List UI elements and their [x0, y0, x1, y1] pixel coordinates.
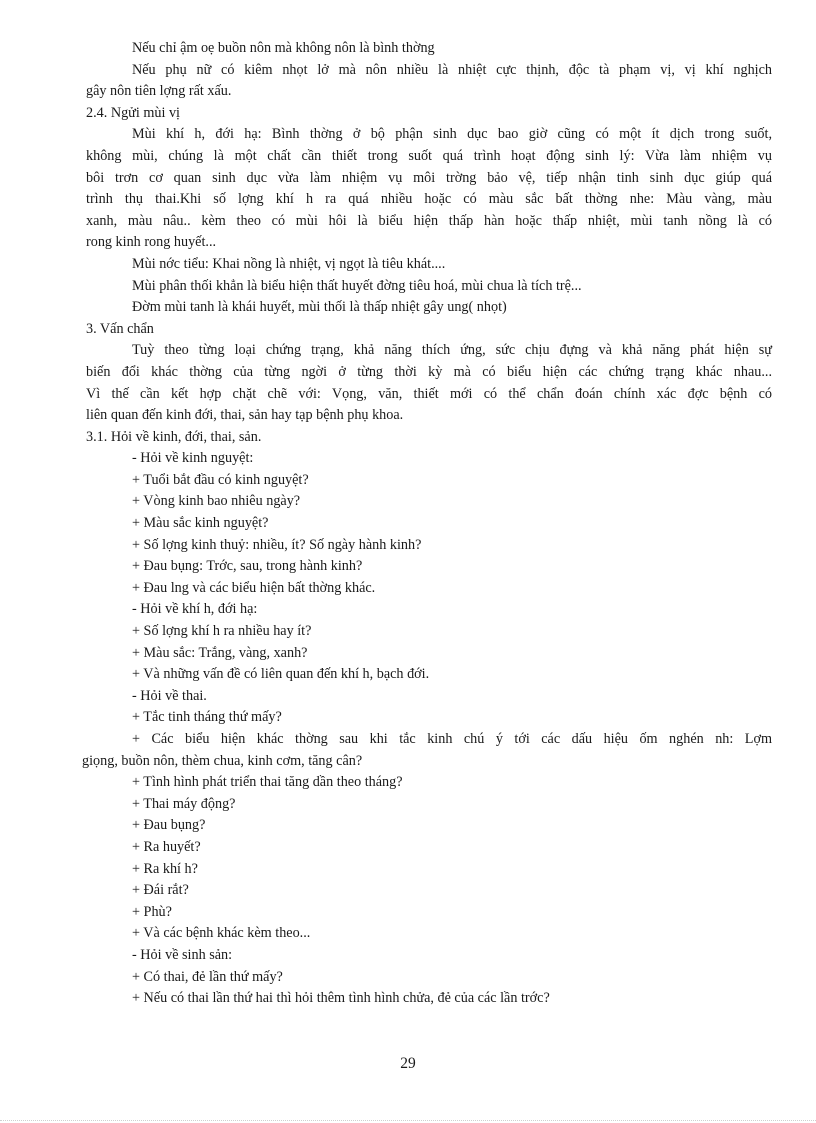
- text-line: giọng, buồn nôn, thèm chua, kinh cơm, tăng cân?: [82, 752, 363, 769]
- section-heading: 3. Vấn chẩn: [86, 320, 154, 337]
- list-item: + Và những vấn đề có liên quan đến khí h, bạch đới.: [132, 666, 430, 683]
- list-item: + Thai máy động?: [132, 795, 236, 812]
- text-line: Vì thế cần kết hợp chặt chẽ với: Vọng, văn, thiết mới có thể chẩn đoán chính xác đợc bệnh có: [86, 385, 772, 402]
- list-item: + Ra khí h?: [132, 860, 198, 877]
- list-item: + Tình hình phát triển thai tăng dần theo tháng?: [132, 774, 403, 791]
- list-item: + Có thai, đẻ lần thứ mấy?: [132, 968, 283, 985]
- section-heading: 2.4. Ngửi mùi vị: [86, 104, 180, 121]
- page-body: [82, 38, 772, 1010]
- list-heading: - Hỏi về khí h, đới hạ:: [132, 601, 258, 618]
- text-line: Đờm mùi tanh là khái huyết, mùi thối là thấp nhiệt gây ung( nhọt): [132, 299, 507, 316]
- text-line: gây nôn tiên lợng rất xấu.: [86, 83, 232, 100]
- section-heading: 3.1. Hỏi về kinh, đới, thai, sản.: [86, 428, 262, 445]
- text-line: Mùi nớc tiểu: Khai nồng là nhiệt, vị ngọt là tiêu khát....: [132, 255, 446, 272]
- list-item: + Màu sắc kinh nguyệt?: [132, 515, 269, 532]
- text-line: trình thụ thai.Khi số lợng khí h ra quá nhiều hoặc có màu sắc bất thờng nhe: Màu vàng, màu: [86, 191, 772, 208]
- list-item: + Tuổi bắt đầu có kinh nguyệt?: [132, 471, 309, 488]
- list-item: + Nếu có thai lần thứ hai thì hỏi thêm tình hình chửa, đẻ của các lần trớc?: [132, 990, 550, 1007]
- text-line: xanh, màu nâu.. kèm theo có mùi hôi là biểu hiện thấp hàn hoặc thấp nhiệt, mùi tanh nồng là có: [86, 212, 772, 229]
- page-number: 29: [400, 1055, 416, 1072]
- list-item: + Đau bụng: Trớc, sau, trong hành kinh?: [132, 558, 363, 575]
- list-item: + Đau lng và các biểu hiện bất thờng khác.: [132, 579, 376, 596]
- list-item: + Màu sắc: Trắng, vàng, xanh?: [132, 644, 308, 661]
- text-line: không mùi, chúng là một chất cần thiết trong suốt quá trình hoạt động sinh lý: Vừa làm nhiệm vụ: [86, 147, 772, 164]
- list-item: + Đau bụng?: [132, 817, 206, 834]
- list-item: + Số lợng kinh thuỷ: nhiều, ít? Số ngày hành kinh?: [132, 536, 422, 553]
- list-item: + Và các bệnh khác kèm theo...: [132, 925, 311, 942]
- text-line: liên quan đến kinh đới, thai, sản hay tạp bệnh phụ khoa.: [86, 407, 404, 424]
- list-item: + Phù?: [132, 903, 172, 920]
- list-item: + Tắc tinh tháng thứ mấy?: [132, 709, 282, 726]
- text-line: Mùi phân thối khẳn là biểu hiện thất huyết đờng tiêu hoá, mùi chua là tích trệ...: [132, 277, 582, 294]
- page-edge-divider: [0, 1120, 816, 1121]
- list-item: + Các biểu hiện khác thờng sau khi tắc kinh chú ý tới các dấu hiệu ốm nghén nh: Lợm: [132, 731, 772, 747]
- list-item: + Đái rắt?: [132, 882, 189, 899]
- text-line: Nếu phụ nữ có kiêm nhọt lở mà nôn nhiều là nhiệt cực thịnh, độc tà phạm vị, vị khí nghịch: [132, 61, 772, 78]
- text-line: Mùi khí h, đới hạ: Bình thờng ở bộ phận sinh dục bao giờ cũng có một ít dịch trong suốt,: [132, 126, 772, 143]
- list-item: + Vòng kinh bao nhiêu ngày?: [132, 493, 301, 510]
- list-heading: - Hỏi về kinh nguyệt:: [132, 450, 254, 467]
- text-line: Nếu chỉ ậm oẹ buồn nôn mà không nôn là bình thờng: [132, 40, 435, 56]
- text-line: biến đổi khác thờng của từng ngời ở từng thời kỳ mà có biểu hiện các chứng trạng khác nhau...: [86, 363, 772, 380]
- text-line: Tuỳ theo từng loại chứng trạng, khả năng thích ứng, sức chịu đựng và khả năng phát hiện sự: [132, 342, 772, 359]
- list-item: + Ra huyết?: [132, 838, 201, 855]
- list-item: + Số lợng khí h ra nhiều hay ít?: [132, 623, 312, 640]
- text-line: bôi trơn cơ quan sinh dục vừa làm nhiệm vụ môi trờng bảo vệ, tiếp nhận tinh sinh dục giúp quá: [86, 169, 772, 186]
- list-heading: - Hỏi về thai.: [132, 687, 207, 704]
- text-line: rong kinh rong huyết...: [86, 234, 217, 251]
- list-heading: - Hỏi về sinh sản:: [132, 946, 233, 963]
